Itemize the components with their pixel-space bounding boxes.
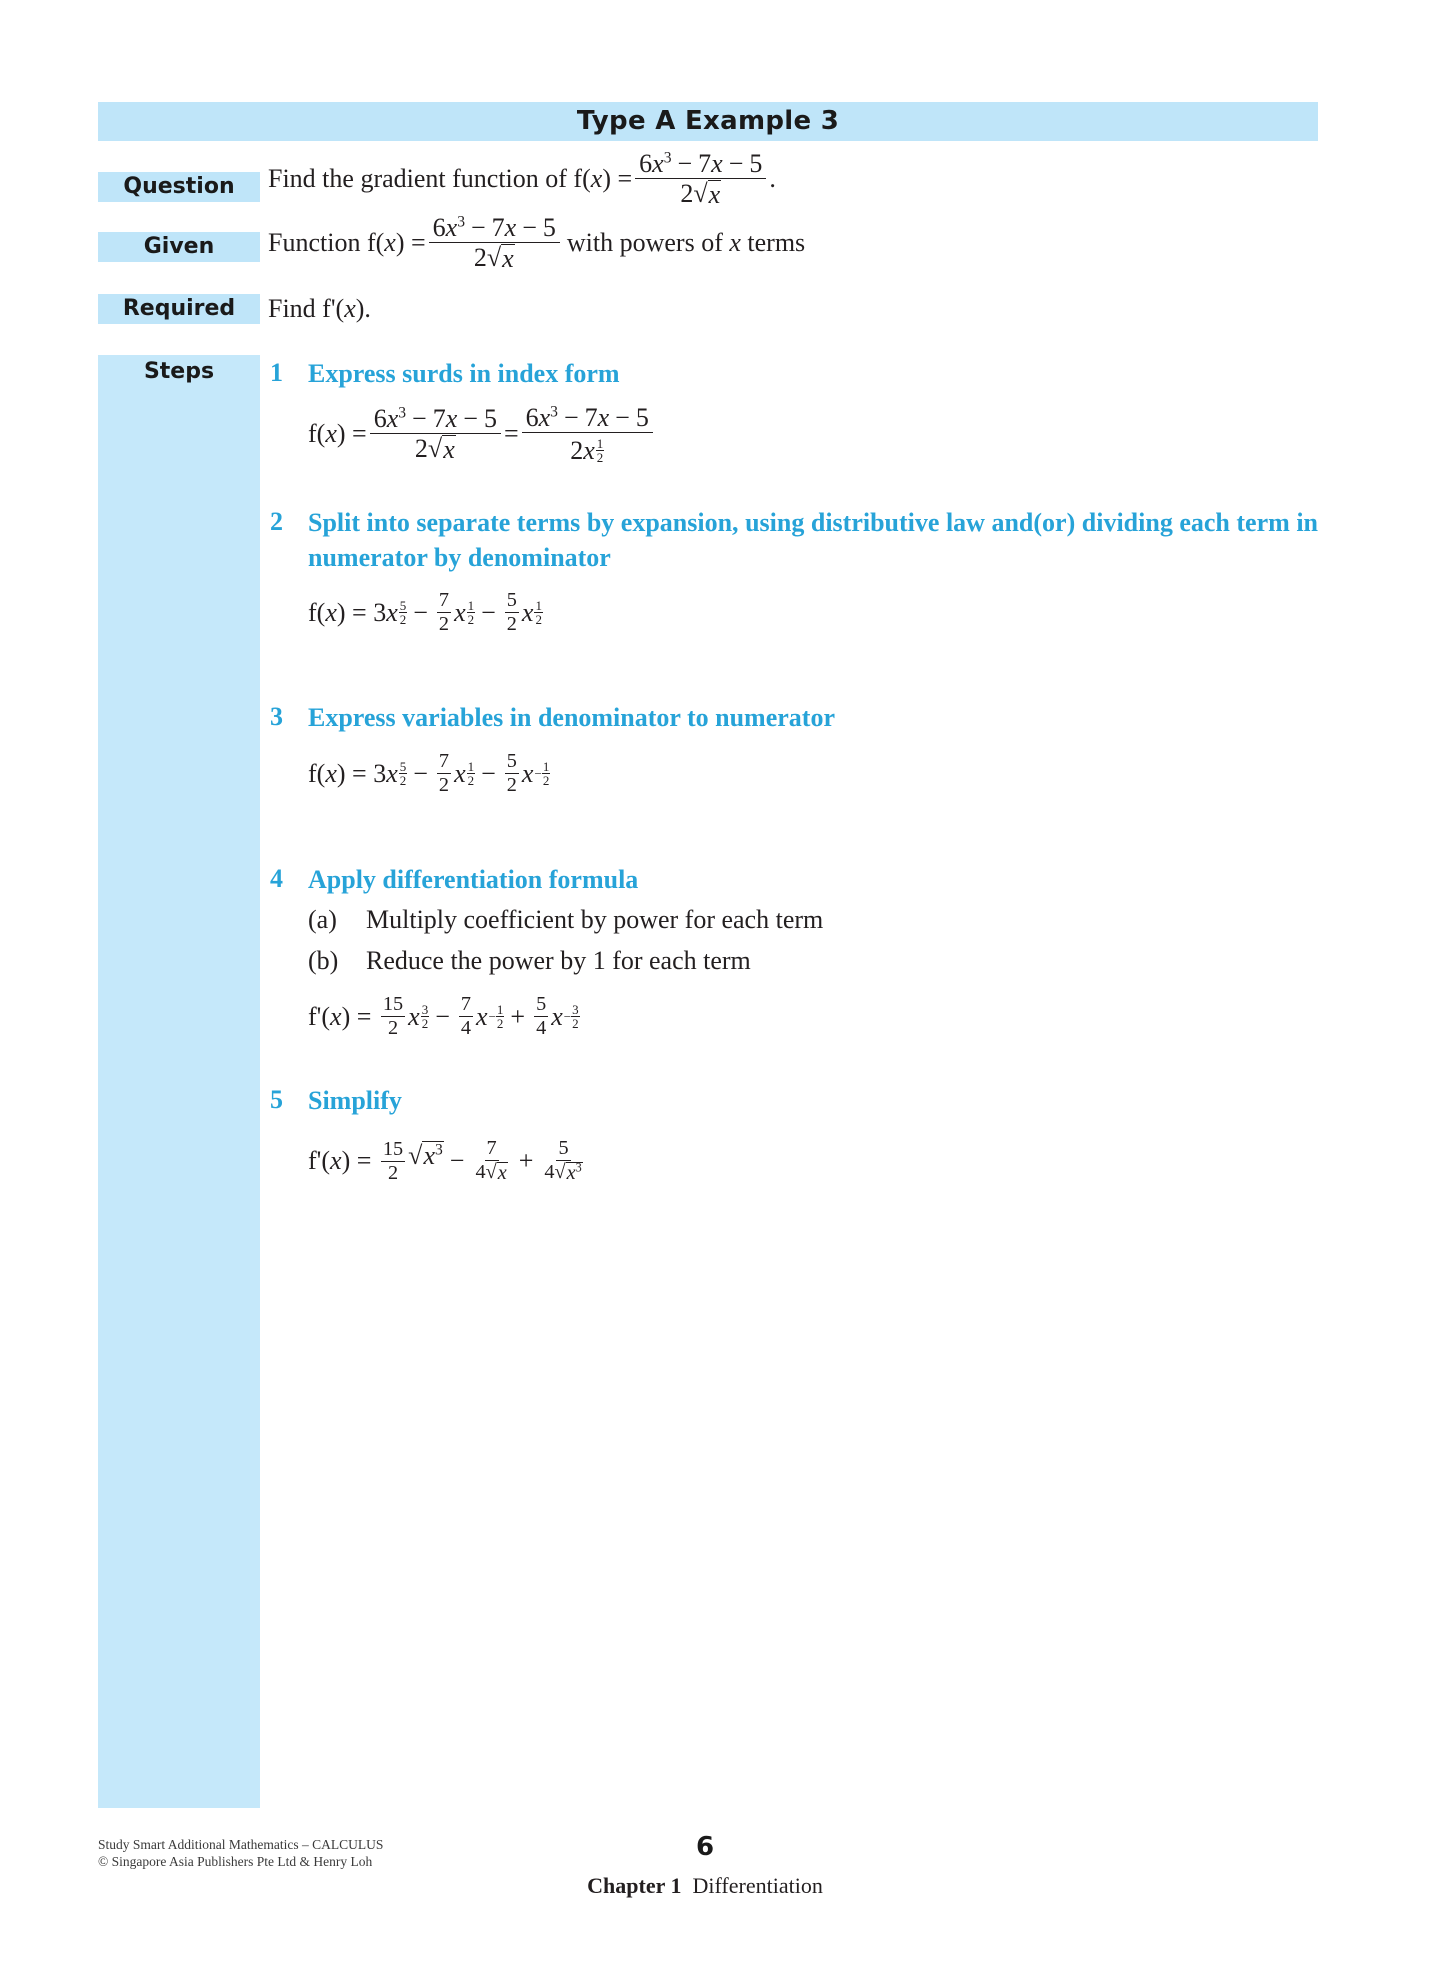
fraction-denominator: 2 √ x [473,243,514,274]
step-1-formula: f( x ) = $6x^3 - 7x - 5$ 2 √ x = $6x^3 - 7x - 5$ 2x $\frac{1}{2}$ [308,404,656,465]
fraction-denominator: 2 √ x [680,179,721,210]
given-text [268,214,805,273]
book-title: Study Smart Additional Mathematics – CALCULUS [98,1837,384,1852]
question-eq: ) = [602,164,633,194]
step-3-heading: Express variables in denominator to numerator [308,703,835,732]
chapter-title: Differentiation [692,1873,823,1898]
steps-sidebar [98,355,260,1808]
var-x: x [384,228,396,258]
step-2-formula: f( x ) = 3 x 5 2 − $\frac{7}{2}$ x 1 2 − $\frac{5}{2}$ x 1 2 [308,589,542,636]
sub-item-text: Multiply coefficient by power for each term [366,905,824,934]
chapter-label: Chapter 1 [587,1873,682,1898]
question-period: . [769,164,776,194]
example-title-bar [98,102,1318,141]
page-number: 6 [695,1832,715,1862]
fraction: $6x^3 - 7x - 5$ 2 √ x [370,405,501,464]
question-fraction [635,150,766,209]
step-1-heading: Express surds in index form [308,359,620,388]
var-x: x [729,228,741,258]
given-eq: ) = [395,228,426,258]
given-suffix-end: terms [747,228,806,258]
example-title: Type A Example 3 [576,106,840,136]
sub-item-label: (a) [308,905,337,934]
step-4-sub-item-b [308,945,751,977]
chapter-footer [0,1873,1410,1899]
given-prefix: Function f( [268,228,385,258]
step-5-heading: Simplify [308,1086,402,1115]
required-label: Required [98,294,260,324]
given-fraction [429,214,560,273]
var-x: x [344,294,356,323]
step-3-formula: f( x ) = 3 x 5 2 − $\frac{7}{2}$ x 1 2 − $\frac{5}{2}$ x − $\frac{1}{2}$ [308,750,550,797]
fraction-numerator: $6x^3 - 7x - 5$ [429,214,560,243]
required-prefix: Find f'( [268,294,345,323]
question-label: Question [98,172,260,202]
sub-item-label: (b) [308,946,339,975]
fraction: $6x^3 - 7x - 5$ 2x $\frac{1}{2}$ [522,404,653,465]
question-text [268,150,776,209]
step-5-formula: f'( x ) = $\frac{15}{2}$ √ $x^3$ − 7 4 √ x + 5 4 √ $x^3$ [308,1137,582,1185]
step-1-number: 1 [270,358,283,387]
step-2-heading: Split into separate terms by expansion, using distributive law and(or) dividing each term in numerator by denominator [308,508,1318,572]
var-x: x [590,164,603,194]
given-suffix: with powers of [566,228,723,258]
step-4-sub-item-a [308,904,823,936]
step-4-number: 4 [270,864,283,893]
required-end: ). [355,294,371,323]
step-4-heading: Apply differentiation formula [308,865,639,894]
step-5-number: 5 [270,1085,283,1114]
copyright: © Singapore Asia Publishers Pte Ltd & Henry Loh [98,1854,373,1869]
question-prefix: Find the gradient function of f( [268,164,591,194]
sub-item-text: Reduce the power by 1 for each term [366,946,751,975]
fraction-numerator: $6x^3 - 7x - 5$ [635,150,766,179]
step-3-number: 3 [270,702,283,731]
given-label: Given [98,232,260,262]
step-2-number: 2 [270,507,283,536]
step-4-formula: f'( x ) = $\frac{15}{2}$ x 3 2 − $\frac{7}{4}$ x − $\frac{1}{2}$ + $\frac{5}{4}$ x − $\frac{3}{2}$ [308,993,579,1040]
steps-label: Steps [143,359,215,384]
required-text [268,294,371,324]
